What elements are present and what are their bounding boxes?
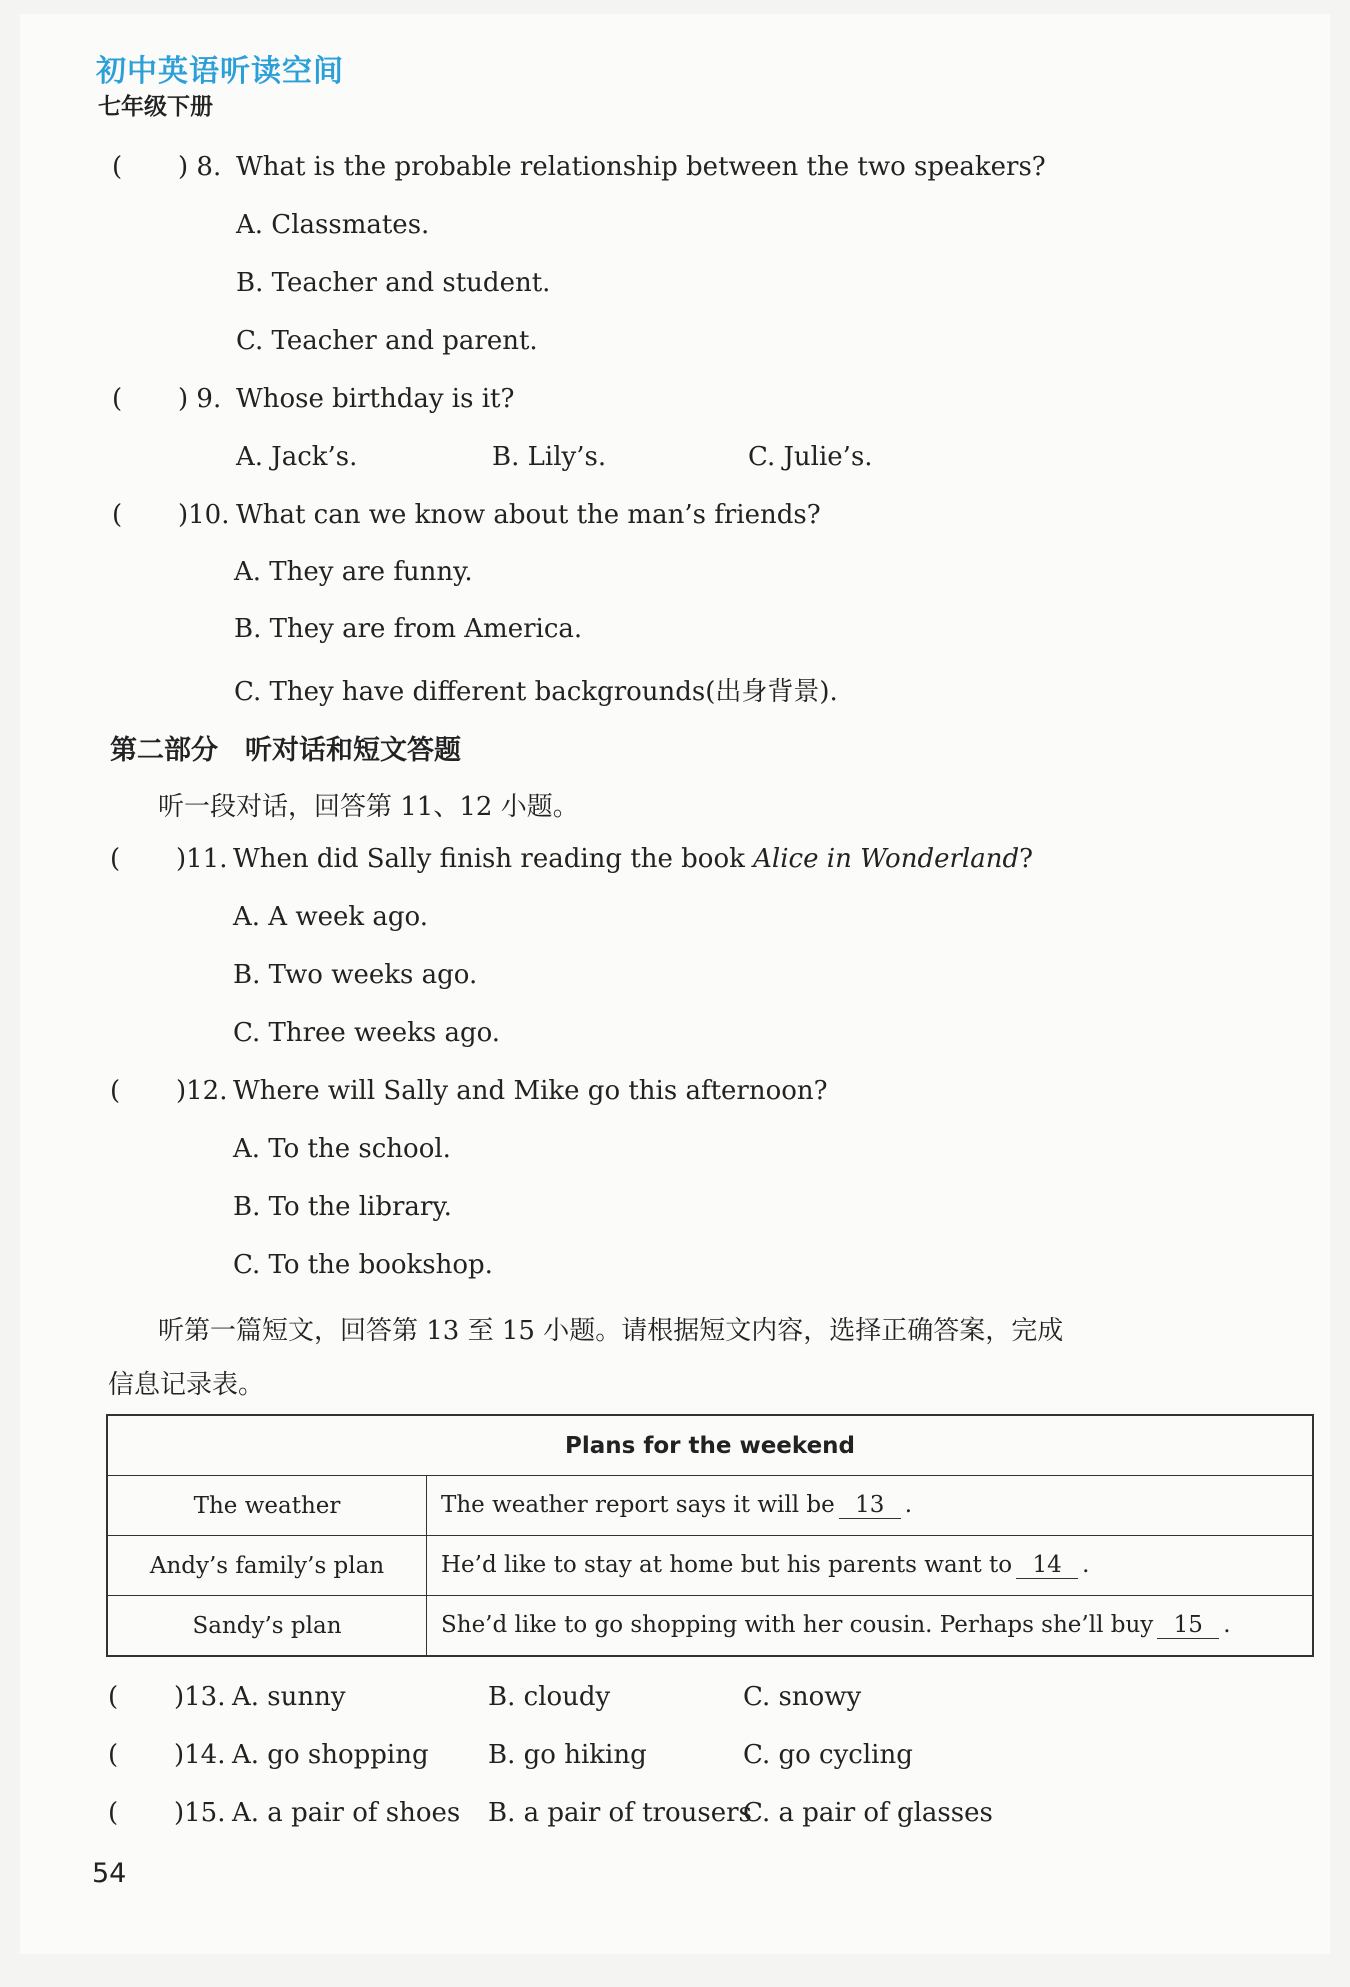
book-series-title: 初中英语听读空间 <box>96 54 344 89</box>
answer-paren-open: ( <box>112 384 123 414</box>
answer-paren-open: ( <box>112 500 123 530</box>
question-number: )13. <box>174 1682 226 1712</box>
option: C. To the bookshop. <box>233 1250 493 1280</box>
option: C. Teacher and parent. <box>236 326 538 356</box>
option: B. cloudy <box>488 1682 611 1712</box>
table-row <box>107 1596 1313 1657</box>
option: A. A week ago. <box>233 902 428 932</box>
question-stem: When did Sally finish reading the book Alice in Wonderland? <box>233 844 1034 874</box>
option: B. a pair of trousers <box>488 1798 752 1828</box>
section-title: 第二部分 听对话和短文答题 <box>110 735 461 766</box>
question-stem: Where will Sally and Mike go this afternoon? <box>233 1076 828 1106</box>
answer-paren-open: ( <box>112 152 123 182</box>
plans-table <box>106 1414 1314 1657</box>
question-number: )12. <box>176 1076 228 1106</box>
question-stem: What can we know about the man’s friends? <box>236 500 821 530</box>
instruction: 信息记录表。 <box>108 1370 265 1400</box>
question-number: ) 8. <box>178 152 222 182</box>
book-title: Alice in Wonderland <box>753 844 1020 874</box>
option: C. snowy <box>743 1682 862 1712</box>
option: A. To the school. <box>233 1134 451 1164</box>
question-stem: Whose birthday is it? <box>236 384 515 414</box>
option: B. To the library. <box>233 1192 452 1222</box>
option: C. Julie’s. <box>748 442 873 472</box>
answer-paren-open: ( <box>110 844 121 874</box>
page-number: 54 <box>92 1858 127 1889</box>
answer-paren-open: ( <box>108 1798 119 1828</box>
question-stem: What is the probable relationship between the two speakers? <box>236 152 1046 182</box>
question-number: )15. <box>174 1798 226 1828</box>
question-number: )14. <box>174 1740 226 1770</box>
option: B. Teacher and student. <box>236 268 551 298</box>
workbook-page <box>20 14 1330 1954</box>
option: C. a pair of glasses <box>743 1798 993 1828</box>
instruction: 听一段对话，回答第 11、12 小题。 <box>158 792 579 822</box>
instruction: 听第一篇短文，回答第 13 至 15 小题。请根据短文内容，选择正确答案，完成 <box>158 1316 1064 1346</box>
answer-blank[interactable]: 15 <box>1157 1612 1219 1639</box>
option: B. Two weeks ago. <box>233 960 478 990</box>
answer-blank[interactable]: 14 <box>1016 1552 1078 1579</box>
question-number: ) 9. <box>178 384 222 414</box>
row-text: He’d like to stay at home but his parents want to 14 . <box>427 1536 1314 1596</box>
option: A. Classmates. <box>236 210 430 240</box>
question-number: )11. <box>176 844 228 874</box>
question-number: )10. <box>178 500 230 530</box>
row-label: Andy’s family’s plan <box>107 1536 427 1596</box>
option: C. go cycling <box>743 1740 913 1770</box>
book-grade-subtitle: 七年级下册 <box>98 94 213 120</box>
answer-blank[interactable]: 13 <box>839 1492 901 1519</box>
option: C. Three weeks ago. <box>233 1018 501 1048</box>
option: B. Lily’s. <box>492 442 607 472</box>
option: B. They are from America. <box>234 614 583 644</box>
row-label: Sandy’s plan <box>107 1596 427 1657</box>
table-title: Plans for the weekend <box>107 1415 1313 1476</box>
option: B. go hiking <box>488 1740 647 1770</box>
row-label: The weather <box>107 1476 427 1536</box>
option: A. a pair of shoes <box>232 1798 461 1828</box>
option: A. sunny <box>232 1682 346 1712</box>
answer-paren-open: ( <box>108 1740 119 1770</box>
option: A. Jack’s. <box>236 442 358 472</box>
option: A. They are funny. <box>234 557 473 587</box>
row-text: She’d like to go shopping with her cousin. Perhaps she’ll buy 15 . <box>427 1596 1314 1657</box>
option: C. They have different backgrounds(出身背景). <box>234 677 838 707</box>
row-text: The weather report says it will be 13 . <box>427 1476 1314 1536</box>
answer-paren-open: ( <box>110 1076 121 1106</box>
table-row <box>107 1476 1313 1536</box>
answer-paren-open: ( <box>108 1682 119 1712</box>
option: A. go shopping <box>232 1740 429 1770</box>
table-row <box>107 1536 1313 1596</box>
